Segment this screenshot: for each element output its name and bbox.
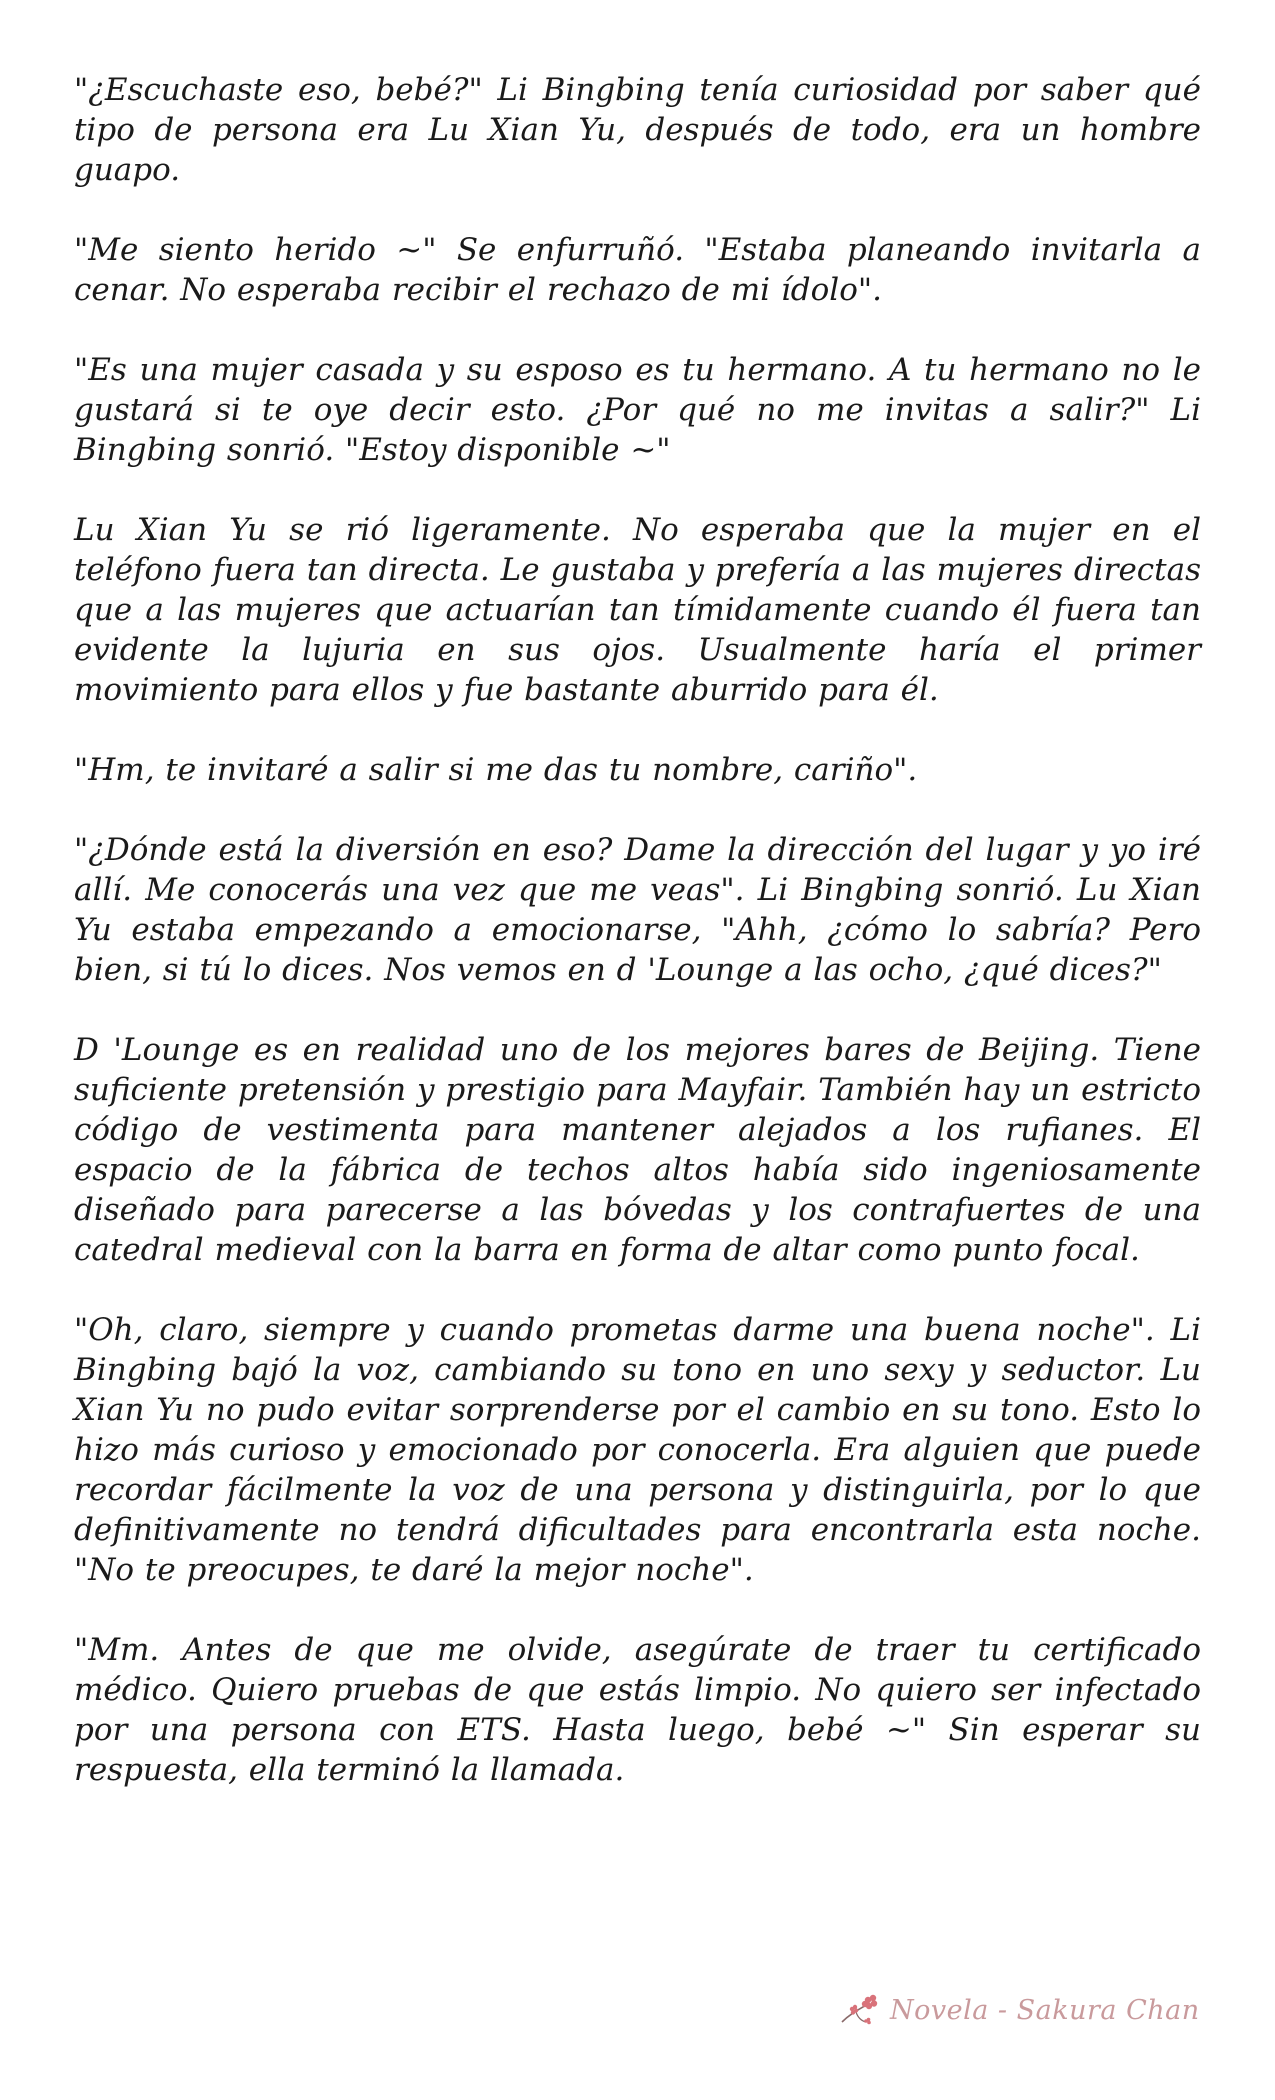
paragraph-6: "¿Dónde está la diversión en eso? Dame la dirección del lugar y yo iré allí. Me conocerás una vez que me veas". Li Bingbing sonrió. Lu Xian Yu estaba empezando a emocionarse, "Ahh, ¿cómo lo sabría? Pero bien, si tú lo dices. Nos vemos en d 'Lounge a las ocho, ¿qué dices?" [74,832,1201,988]
paragraph-2: "Me siento herido ~" Se enfurruñó. "Estaba planeando invitarla a cenar. No esperaba recibir el rechazo de mi ídolo". [74,232,1201,308]
paragraph-4: Lu Xian Yu se rió ligeramente. No esperaba que la mujer en el teléfono fuera tan directa. Le gustaba y prefería a las mujeres directas que a las mujeres que actuarían tan tímidamente cuando él fuera tan evidente la lujuria en sus ojos. Usualmente haría el primer movimiento para ellos y fue bastante aburrido para él. [74,512,1201,708]
paragraph-1: "¿Escuchaste eso, bebé?" Li Bingbing tenía curiosidad por saber qué tipo de persona era Lu Xian Yu, después de todo, era un hombre guapo. [74,72,1201,188]
paragraph-3: "Es una mujer casada y su esposo es tu hermano. A tu hermano no le gustará si te oye decir esto. ¿Por qué no me invitas a salir?" Li Bingbing sonrió. "Estoy disponible ~" [74,352,1201,468]
watermark [838,1986,1218,2034]
paragraph-7: D 'Lounge es en realidad uno de los mejores bares de Beijing. Tiene suficiente pretensión y prestigio para Mayfair. También hay un estricto código de vestimenta para mantener alejados a los rufianes. El espacio de la fábrica de techos altos había sido ingeniosamente diseñado para parecerse a las bóvedas y los contrafuertes de una catedral medieval con la barra en forma de altar como punto focal. [74,1032,1201,1268]
paragraph-8: "Oh, claro, siempre y cuando prometas darme una buena noche". Li Bingbing bajó la voz, cambiando su tono en uno sexy y seductor. Lu Xian Yu no pudo evitar sorprenderse por el cambio en su tono. Esto lo hizo más curioso y emocionado por conocerla. Era alguien que puede recordar fácilmente la voz de una persona y distinguirla, por lo que definitivamente no tendrá dificultades para encontrarla esta noche. "No te preocupes, te daré la mejor noche". [74,1312,1201,1588]
sakura-blossom-icon [838,1988,882,2033]
paragraph-5: "Hm, te invitaré a salir si me das tu nombre, cariño". [74,752,918,788]
watermark-text: Novela - Sakura Chan [890,1994,1200,2026]
paragraph-9: "Mm. Antes de que me olvide, asegúrate de traer tu certificado médico. Quiero pruebas de que estás limpio. No quiero ser infectado por una persona con ETS. Hasta luego, bebé ~" Sin esperar su respuesta, ella terminó la llamada. [74,1632,1201,1788]
chapter-text [74,70,1201,1830]
